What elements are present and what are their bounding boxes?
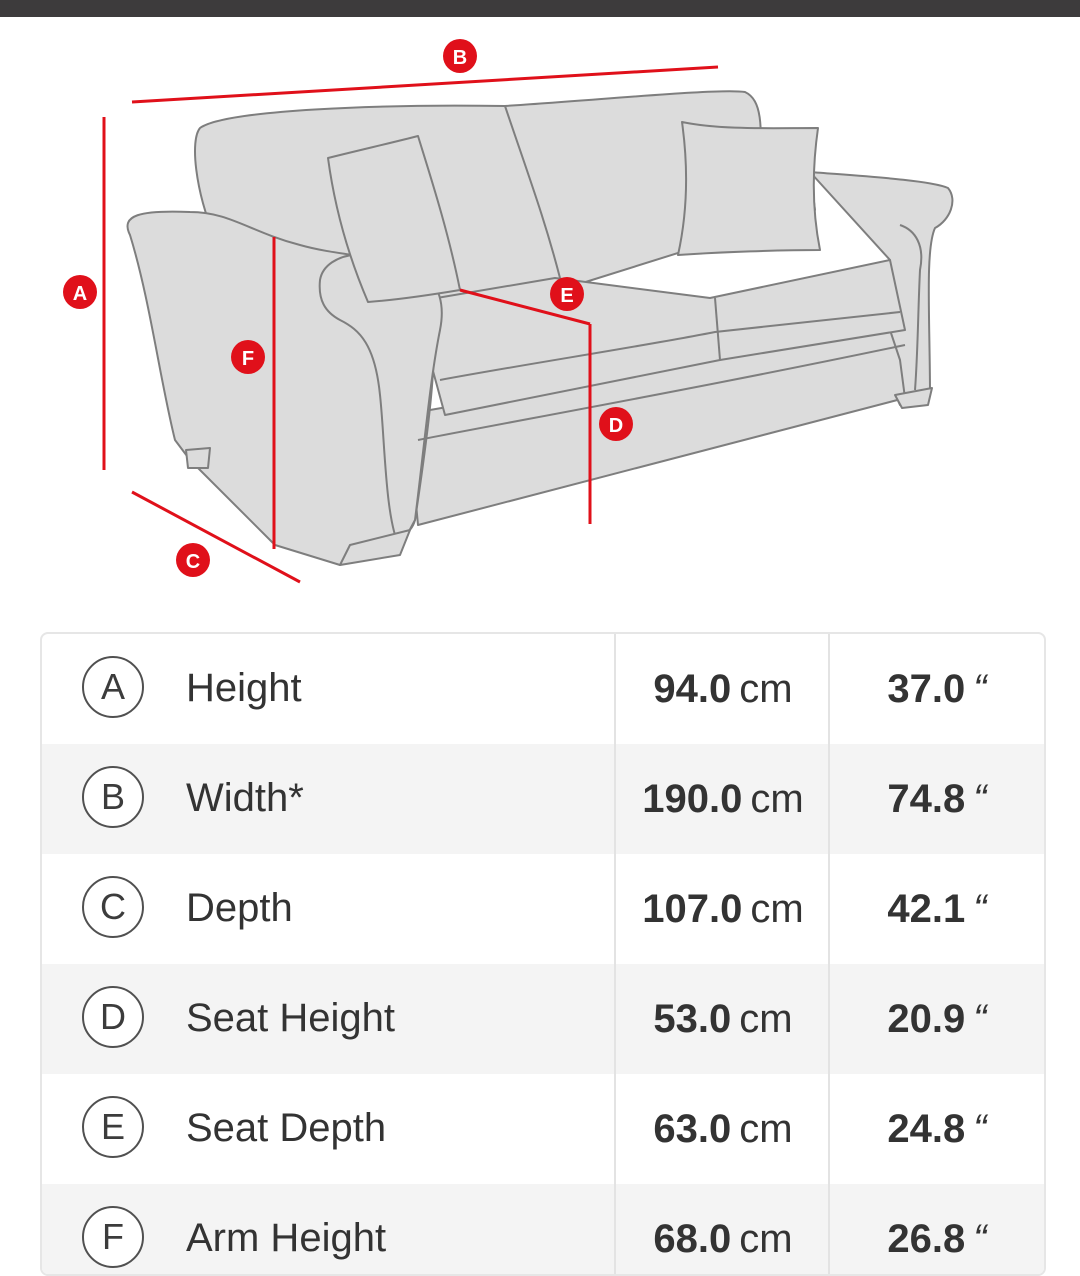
metric-value-cell xyxy=(614,634,830,744)
imperial-value: 37.0 xyxy=(887,666,966,711)
imperial-value-cell xyxy=(828,1074,1044,1184)
table-row xyxy=(42,634,1044,744)
dimension-letter-badge: E xyxy=(82,1096,144,1158)
metric-unit: cm xyxy=(739,1106,793,1151)
imperial-value-cell xyxy=(828,634,1044,744)
marker-b-label: B xyxy=(452,47,468,69)
dimension-letter-badge: A xyxy=(82,656,144,718)
dimension-letter-badge: F xyxy=(82,1206,144,1268)
imperial-unit: “ xyxy=(973,1106,987,1151)
imperial-unit: “ xyxy=(973,1216,987,1261)
imperial-value: 24.8 xyxy=(887,1106,966,1151)
metric-unit: cm xyxy=(739,666,793,711)
metric-unit: cm xyxy=(750,886,804,931)
dimension-label: Height xyxy=(186,666,302,710)
imperial-unit: “ xyxy=(973,776,987,821)
metric-value: 107.0 xyxy=(642,886,743,931)
table-row xyxy=(42,854,1044,964)
metric-value-cell xyxy=(614,744,830,854)
imperial-value-cell xyxy=(828,744,1044,854)
imperial-value-cell xyxy=(828,964,1044,1074)
imperial-value: 42.1 xyxy=(887,886,966,931)
dimension-letter-badge: D xyxy=(82,986,144,1048)
top-bar xyxy=(0,0,1080,17)
dimension-label: Arm Height xyxy=(186,1216,387,1260)
metric-value: 94.0 xyxy=(653,666,732,711)
dimensions-table xyxy=(40,632,1046,1276)
marker-a-label: A xyxy=(72,283,88,305)
metric-value-cell xyxy=(614,1074,830,1184)
dimension-label: Depth xyxy=(186,886,293,930)
table-row xyxy=(42,744,1044,854)
imperial-value: 74.8 xyxy=(887,776,966,821)
imperial-value: 20.9 xyxy=(887,996,966,1041)
metric-value-cell xyxy=(614,854,830,964)
table-row xyxy=(42,1074,1044,1184)
metric-value: 190.0 xyxy=(642,776,743,821)
dimension-letter-badge: C xyxy=(82,876,144,938)
table-row xyxy=(42,1184,1044,1276)
dimension-label: Seat Height xyxy=(186,996,396,1040)
marker-d-label: D xyxy=(608,415,624,437)
dimension-label: Width* xyxy=(186,776,304,820)
metric-unit: cm xyxy=(739,1216,793,1261)
dimension-label: Seat Depth xyxy=(186,1106,387,1150)
metric-value-cell xyxy=(614,964,830,1074)
metric-value: 63.0 xyxy=(653,1106,732,1151)
metric-unit: cm xyxy=(739,996,793,1041)
imperial-value: 26.8 xyxy=(887,1216,966,1261)
imperial-value-cell xyxy=(828,1184,1044,1276)
marker-c-label: C xyxy=(185,551,201,573)
imperial-unit: “ xyxy=(973,886,987,931)
metric-unit: cm xyxy=(750,776,804,821)
metric-value: 53.0 xyxy=(653,996,732,1041)
marker-f-label: F xyxy=(241,348,255,370)
metric-value-cell xyxy=(614,1184,830,1276)
imperial-unit: “ xyxy=(973,996,987,1041)
sofa-dimension-diagram xyxy=(0,17,1080,617)
metric-value: 68.0 xyxy=(653,1216,732,1261)
imperial-unit: “ xyxy=(973,666,987,711)
marker-e-label: E xyxy=(560,285,574,307)
table-row xyxy=(42,964,1044,1074)
dimension-letter-badge: B xyxy=(82,766,144,828)
imperial-value-cell xyxy=(828,854,1044,964)
sofa-illustration xyxy=(0,17,1080,617)
